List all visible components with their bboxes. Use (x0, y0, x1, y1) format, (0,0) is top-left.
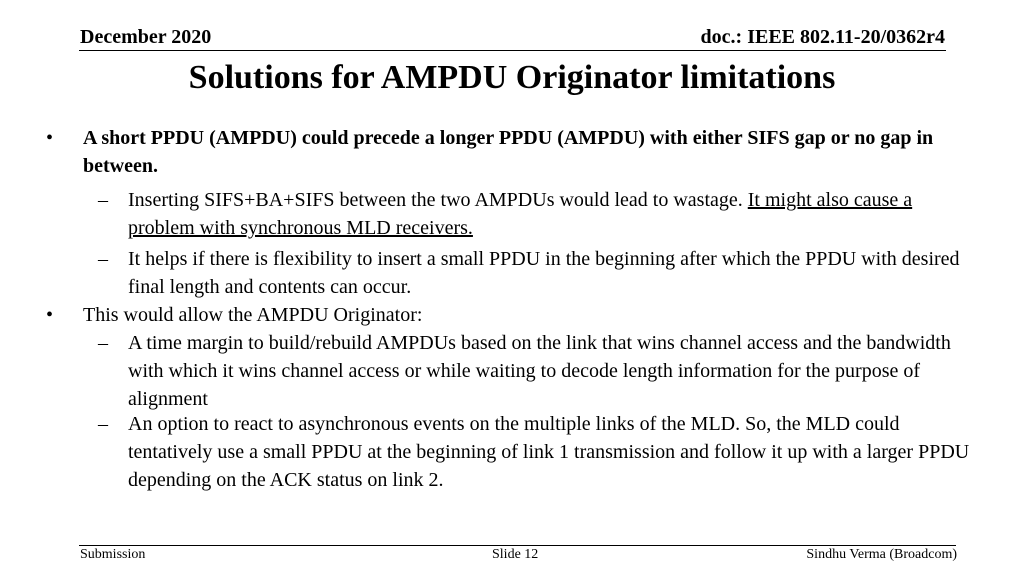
sub-1-1-marker: – (98, 189, 108, 211)
sub-2-1-text: A time margin to build/rebuild AMPDUs based on the link that wins channel access and the bandwidth with which it wins channel access or while waiting to decode length information for the purpose of alignment (128, 332, 951, 410)
sub-1-1-underlined: It might also cause a problem with synchronous MLD receivers. (128, 189, 913, 239)
header-rule (79, 50, 946, 51)
footer-slide-number: Slide 12 (492, 547, 539, 562)
sub-1-2-marker: – (98, 248, 108, 270)
sub-1-1-plain: Inserting SIFS+BA+SIFS between the two AMPDUs would lead to wastage. (128, 189, 748, 211)
sub-1-1-text (128, 186, 978, 242)
sub-2-2-marker: – (98, 413, 108, 435)
bullet-1-marker: • (46, 127, 54, 149)
footer-submission: Submission (80, 547, 146, 562)
header-doc-id: doc.: IEEE 802.11-20/0362r4 (700, 26, 945, 48)
sub-2-2-text: An option to react to asynchronous events on the multiple links of the MLD. So, the MLD could tentatively use a small PPDU at the beginning of link 1 transmission and follow it up with a larger PPDU depending on the ACK status on link 2. (128, 413, 970, 491)
footer-author: Sindhu Verma (Broadcom) (806, 547, 957, 562)
sub-2-1-marker: – (98, 332, 108, 354)
slide-title: Solutions for AMPDU Originator limitations (188, 59, 836, 96)
bullet-2-marker: • (46, 304, 54, 326)
sub-1-2-text: It helps if there is flexibility to insert a small PPDU in the beginning after which the PPDU with desired final length and contents can occur. (128, 248, 960, 298)
bullet-1-text: A short PPDU (AMPDU) could precede a longer PPDU (AMPDU) with either SIFS gap or no gap in between. (83, 127, 934, 177)
bullet-2-text: This would allow the AMPDU Originator: (83, 304, 423, 326)
header-date: December 2020 (80, 26, 212, 48)
